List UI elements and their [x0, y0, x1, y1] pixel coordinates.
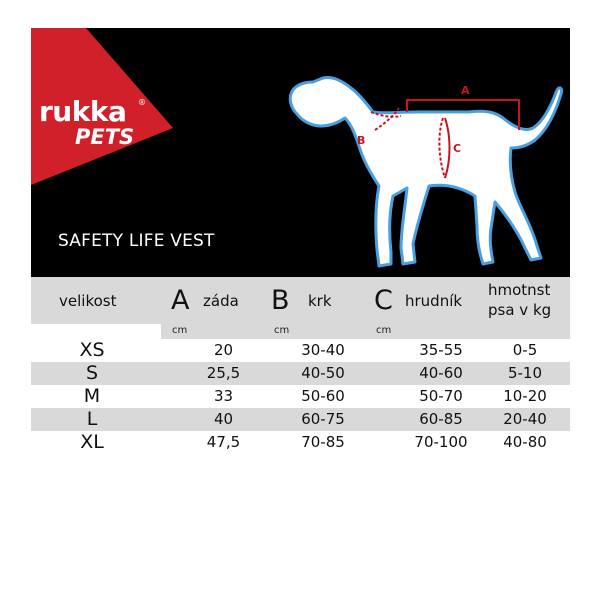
units-bar	[161, 324, 570, 339]
header-size: velikost	[59, 292, 117, 310]
cell-a: 40	[213, 410, 234, 428]
header-b-letter: B	[271, 285, 290, 316]
header-b-text: krk	[308, 292, 332, 310]
cell-size: S	[85, 362, 99, 384]
table-row	[31, 385, 570, 408]
cell-weight: 10-20	[503, 387, 547, 405]
unit-b: cm	[274, 325, 290, 336]
cell-size: XS	[79, 339, 105, 361]
header-a-letter: A	[171, 285, 190, 316]
brand-sub: PETS	[75, 125, 135, 149]
label-a: A	[461, 84, 470, 97]
cell-b: 30-40	[301, 341, 345, 359]
product-title: SAFETY LIFE VEST	[58, 231, 215, 251]
cell-b: 40-50	[301, 364, 345, 382]
header-c-letter: C	[374, 285, 393, 316]
header-weight-line1: hmotnst	[488, 281, 551, 299]
table-row	[31, 362, 570, 385]
header-c-text: hrudník	[405, 292, 463, 310]
dog-silhouette-icon	[290, 77, 561, 266]
cell-size: XL	[80, 431, 104, 453]
unit-a: cm	[172, 325, 188, 336]
brand-logo	[39, 95, 146, 149]
cell-weight: 20-40	[503, 410, 547, 428]
cell-size: L	[86, 408, 98, 430]
table-row	[31, 339, 570, 362]
cell-c: 35-55	[419, 341, 463, 359]
label-b: B	[357, 134, 366, 147]
cell-a: 25,5	[206, 364, 241, 382]
label-c: C	[453, 142, 462, 155]
product-banner	[31, 28, 570, 277]
header-a-text: záda	[203, 292, 239, 310]
cell-c: 40-60	[419, 364, 463, 382]
cell-c: 50-70	[419, 387, 463, 405]
table-row	[31, 431, 570, 454]
cell-a: 20	[213, 341, 234, 359]
brand-name: rukka	[39, 95, 127, 128]
unit-c: cm	[376, 325, 392, 336]
registered-mark: ®	[138, 98, 146, 107]
table-header	[31, 277, 570, 324]
cell-a: 47,5	[206, 433, 241, 451]
cell-b: 70-85	[301, 433, 345, 451]
cell-c: 60-85	[419, 410, 463, 428]
table-row	[31, 408, 570, 431]
cell-c: 70-100	[414, 433, 468, 451]
cell-a: 33	[213, 387, 234, 405]
cell-b: 60-75	[301, 410, 345, 428]
cell-b: 50-60	[301, 387, 345, 405]
cell-weight: 0-5	[512, 341, 538, 359]
cell-size: M	[83, 385, 101, 407]
header-weight	[488, 280, 551, 320]
cell-weight: 5-10	[507, 364, 543, 382]
dog-measurement-diagram	[279, 56, 569, 276]
header-weight-line2: psa v kg	[488, 301, 552, 319]
cell-weight: 40-80	[503, 433, 547, 451]
units-row	[31, 324, 570, 339]
size-table	[31, 277, 570, 454]
